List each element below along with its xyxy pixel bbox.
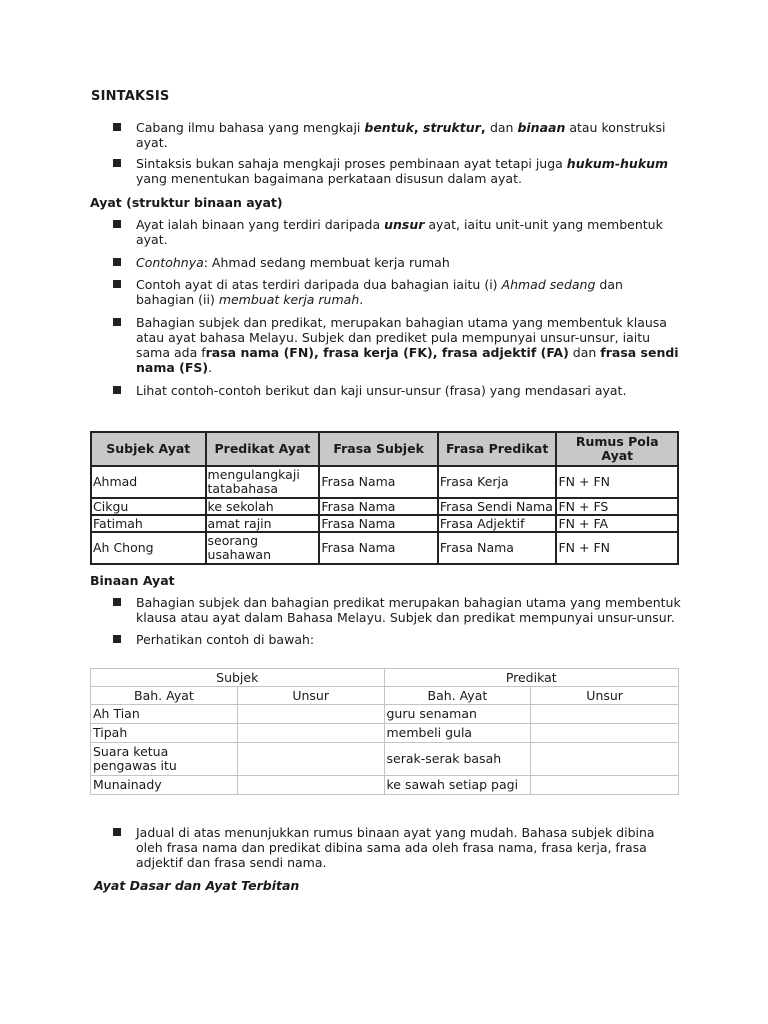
text-run: Perhatikan contoh di bawah: [136, 632, 315, 647]
column-header: Unsur [531, 687, 679, 705]
table-cell [531, 743, 679, 776]
text-run: Ayat ialah binaan yang terdiri daripada [136, 217, 385, 232]
table-row [91, 532, 678, 564]
text-run: ayat, iaitu unit-unit yang membentuk ayat. [136, 217, 663, 247]
table-cell: FN + FN [556, 466, 678, 498]
text-run: membuat kerja rumah [218, 292, 360, 307]
bullet-square-icon [113, 159, 121, 167]
table-cell: FN + FN [556, 532, 678, 564]
bullet-square-icon [113, 386, 121, 394]
text-run: Ahmad sedang [501, 277, 596, 292]
list-item [0, 632, 768, 647]
table-row [91, 776, 679, 795]
table-row [91, 705, 679, 724]
table-cell: membeli gula [384, 724, 531, 743]
column-header: Bah. Ayat [91, 687, 238, 705]
table-row [91, 743, 679, 776]
section-heading-ayat: Ayat (struktur binaan ayat) [90, 195, 283, 210]
section-heading-dasar: Ayat Dasar dan Ayat Terbitan [94, 878, 300, 893]
text-run: bentuk [364, 120, 414, 135]
table-cell: Ahmad [91, 466, 206, 498]
table-cell: Fatimah [91, 515, 206, 532]
subject-predicate-table [90, 668, 679, 795]
bullet-square-icon [113, 220, 121, 228]
column-header: Frasa Subjek [319, 432, 438, 466]
list-item [0, 315, 768, 375]
table-cell [237, 743, 384, 776]
bullet-square-icon [113, 318, 121, 326]
table-cell: Cikgu [91, 498, 206, 515]
table-cell: serak-serak basah [384, 743, 531, 776]
bullet-square-icon [113, 828, 121, 836]
bullet-square-icon [113, 280, 121, 288]
text-run: Lihat contoh-contoh berikut dan kaji unsur-unsur (frasa) yang mendasari ayat. [136, 383, 627, 398]
text-run: Bahagian subjek dan predikat, merupakan bahagian utama yang membentuk klausa atau ayat bahasa Melayu. Subjek dan prediket pula mempunyai unsur-unsur, iaitu sama ada f [136, 315, 667, 360]
list-item [0, 255, 768, 270]
text-run: dan bahagian (ii) [136, 277, 623, 307]
bullet-square-icon [113, 598, 121, 606]
table-cell [237, 705, 384, 724]
text-run: , [413, 120, 423, 135]
column-header: Unsur [237, 687, 384, 705]
text-run: . [208, 360, 213, 375]
table-row [91, 466, 678, 498]
sentence-pattern-table [90, 431, 679, 565]
bullet-square-icon [113, 635, 121, 643]
text-run: frasa sendi nama (FS) [136, 345, 679, 375]
page-title: SINTAKSIS [91, 89, 170, 104]
table-cell: ke sekolah [206, 498, 320, 515]
table-cell: Frasa Nama [319, 532, 438, 564]
group-header-predikat: Predikat [384, 669, 679, 687]
table-cell: seorang usahawan [206, 532, 320, 564]
table-cell [531, 705, 679, 724]
bullet-square-icon [113, 258, 121, 266]
table-cell: Frasa Nama [319, 498, 438, 515]
ayat-bullet-list [0, 217, 768, 398]
table-cell: Suara ketua pengawas itu [91, 743, 238, 776]
text-run: struktur [423, 120, 481, 135]
table-cell: Frasa Nama [319, 466, 438, 498]
text-run: rasa nama (FN), frasa kerja (FK), frasa adjektif (FA) [205, 345, 569, 360]
table-cell: FN + FS [556, 498, 678, 515]
list-item [0, 277, 768, 307]
table-cell: Munainady [91, 776, 238, 795]
text-run: Bahagian subjek dan bahagian predikat merupakan bahagian utama yang membentuk klausa atau ayat dalam Bahasa Melayu. Subjek dan predikat mempunyai unsur-unsur. [136, 595, 681, 625]
table-cell: Frasa Adjektif [438, 515, 557, 532]
text-run: : Ahmad sedang membuat kerja rumah [203, 255, 450, 270]
list-item [0, 217, 768, 247]
table-cell: Ah Chong [91, 532, 206, 564]
text-run: hukum-hukum [566, 156, 669, 171]
table-row [91, 515, 678, 532]
table-cell: Frasa Nama [438, 532, 557, 564]
text-run: atau konstruksi ayat. [136, 120, 666, 150]
table-row [91, 498, 678, 515]
column-header: Frasa Predikat [438, 432, 557, 466]
table-cell: mengulangkaji tatabahasa [206, 466, 320, 498]
section-heading-binaan: Binaan Ayat [90, 573, 175, 588]
table-cell: Frasa Nama [319, 515, 438, 532]
table-cell: FN + FA [556, 515, 678, 532]
column-header: Predikat Ayat [206, 432, 320, 466]
bullet-square-icon [113, 123, 121, 131]
text-run: dan [489, 120, 518, 135]
binaan-bullet-list [0, 595, 768, 647]
column-header: Rumus Pola Ayat [556, 432, 678, 466]
list-item [0, 156, 768, 186]
list-item [0, 383, 768, 398]
text-run: . [359, 292, 364, 307]
list-item [0, 825, 768, 870]
text-run: yang menentukan bagaimana perkataan disusun dalam ayat. [136, 171, 522, 186]
list-item [0, 595, 768, 625]
text-run: Cabang ilmu bahasa yang mengkaji [136, 120, 365, 135]
text-run: , [480, 120, 490, 135]
table-row [91, 724, 679, 743]
list-item [0, 120, 768, 150]
table-cell: guru senaman [384, 705, 531, 724]
text-run: Contoh ayat di atas terdiri daripada dua bahagian iaitu (i) [136, 277, 502, 292]
text-run: Contohnya [136, 255, 204, 270]
table-cell: ke sawah setiap pagi [384, 776, 531, 795]
group-header-subjek: Subjek [91, 669, 385, 687]
table-cell [237, 776, 384, 795]
table-cell: amat rajin [206, 515, 320, 532]
intro-bullet-list [0, 120, 768, 186]
table-cell: Frasa Sendi Nama [438, 498, 557, 515]
text-run: Sintaksis bukan sahaja mengkaji proses pembinaan ayat tetapi juga [136, 156, 567, 171]
text-run: dan [568, 345, 601, 360]
text-run: Jadual di atas menunjukkan rumus binaan ayat yang mudah. Bahasa subjek dibina oleh frasa nama dan predikat dibina sama ada oleh frasa nama, frasa kerja, frasa adjektif dan frasa sendi nama. [136, 825, 655, 870]
table-cell: Tipah [91, 724, 238, 743]
table-cell [531, 776, 679, 795]
table-cell: Frasa Kerja [438, 466, 557, 498]
text-run: binaan [517, 120, 566, 135]
table-cell [237, 724, 384, 743]
column-header: Bah. Ayat [384, 687, 531, 705]
summary-bullet-list [0, 825, 768, 870]
table-cell: Ah Tian [91, 705, 238, 724]
table-cell [531, 724, 679, 743]
text-run: unsur [384, 217, 425, 232]
column-header: Subjek Ayat [91, 432, 206, 466]
